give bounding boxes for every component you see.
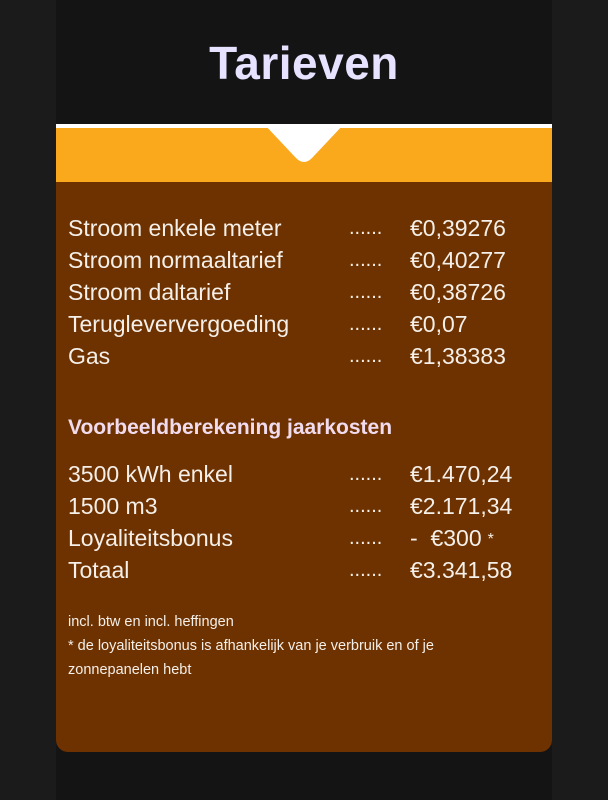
chevron-down-icon bbox=[56, 124, 552, 166]
footnote-vat: incl. btw en incl. heffingen bbox=[68, 614, 234, 630]
rate-price: €0,40277 bbox=[410, 247, 506, 273]
rate-price: €0,38726 bbox=[410, 279, 506, 305]
rate-dots: ...... bbox=[349, 217, 383, 239]
rate-row-stroom-enkel bbox=[68, 212, 538, 244]
example-label: 1500 m3 bbox=[68, 493, 158, 519]
page-title: Tarieven bbox=[209, 37, 399, 89]
rate-label: Gas bbox=[68, 343, 111, 369]
rate-dots: ...... bbox=[349, 313, 383, 335]
rate-price: €0,39276 bbox=[410, 215, 506, 241]
example-label: 3500 kWh enkel bbox=[68, 461, 233, 487]
example-dots: ...... bbox=[349, 559, 383, 581]
example-row-loyaliteitsbonus bbox=[68, 522, 538, 554]
example-price: - €300 * bbox=[410, 525, 494, 551]
footnote-loyalty: * de loyaliteitsbonus is afhankelijk van je verbruik en of je zonnepanelen hebt bbox=[68, 638, 434, 678]
rate-label: Terugleververgoeding bbox=[68, 311, 290, 337]
rate-label: Stroom daltarief bbox=[68, 279, 231, 305]
rate-row-stroom-dal bbox=[68, 276, 538, 308]
example-row-gas bbox=[68, 490, 538, 522]
example-label: Totaal bbox=[68, 557, 130, 583]
footnotes bbox=[68, 610, 528, 682]
rates-card bbox=[56, 124, 552, 752]
rates-list bbox=[68, 212, 538, 372]
example-price: €1.470,24 bbox=[410, 461, 513, 487]
example-row-stroom bbox=[68, 458, 538, 490]
example-label: Loyaliteitsbonus bbox=[68, 525, 233, 551]
content-column bbox=[56, 0, 552, 800]
rate-dots: ...... bbox=[349, 249, 383, 271]
example-dots: ...... bbox=[349, 495, 383, 517]
rate-row-stroom-normaal bbox=[68, 244, 538, 276]
rate-price: €1,38383 bbox=[410, 343, 506, 369]
example-price: €3.341,58 bbox=[410, 557, 513, 583]
example-dots: ...... bbox=[349, 527, 383, 549]
rate-row-gas bbox=[68, 340, 538, 372]
example-heading: Voorbeeldberekening jaarkosten bbox=[68, 416, 393, 439]
example-row-totaal bbox=[68, 554, 538, 586]
rate-row-teruglevering bbox=[68, 308, 538, 340]
rate-price: €0,07 bbox=[410, 311, 468, 337]
rate-dots: ...... bbox=[349, 345, 383, 367]
rate-label: Stroom normaaltarief bbox=[68, 247, 283, 273]
example-price: €2.171,34 bbox=[410, 493, 513, 519]
rate-label: Stroom enkele meter bbox=[68, 215, 282, 241]
example-list bbox=[68, 458, 538, 586]
example-dots: ...... bbox=[349, 463, 383, 485]
rate-dots: ...... bbox=[349, 281, 383, 303]
footnote-marker: * bbox=[487, 531, 494, 548]
